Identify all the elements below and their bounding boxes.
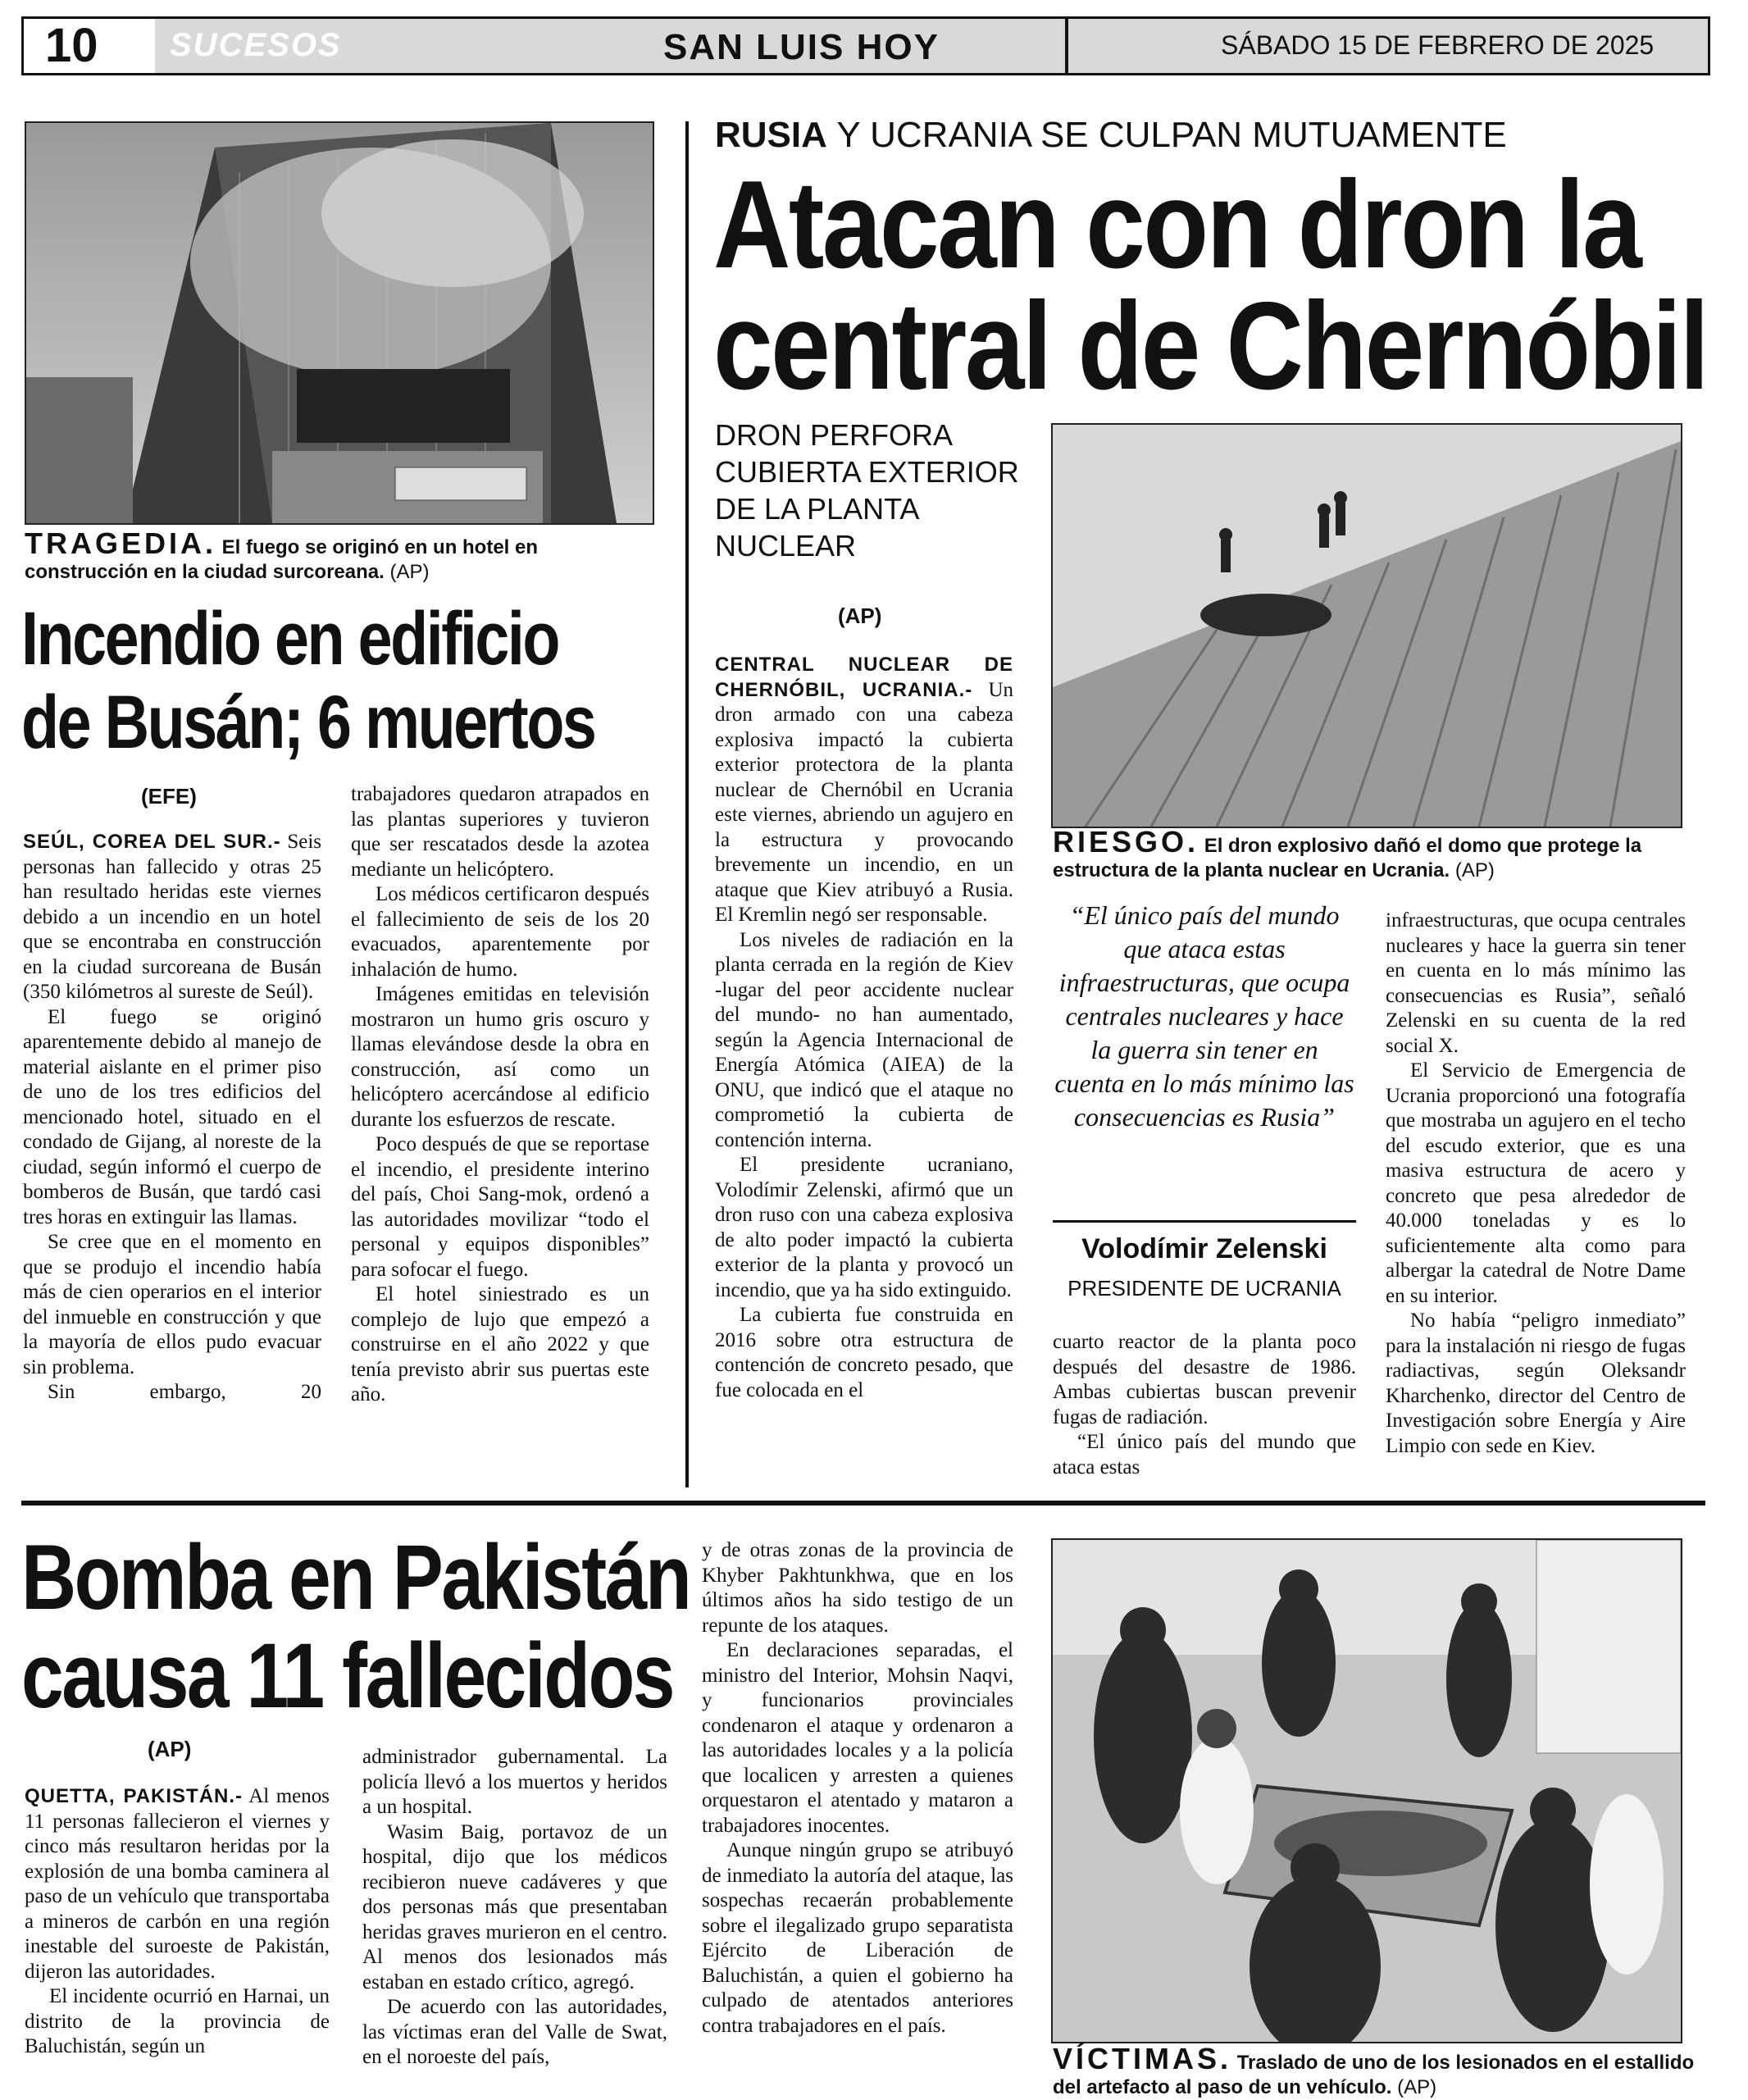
paragraph: No había “peligro inmediato” para la instalación ni riesgo de fugas radiactivas, según Oleksandr Kharchenko, director del Centro de Investigación sobre Energía y Aire Limpio con sede en Kiev.: [1386, 1310, 1686, 1457]
caption-source: (AP): [1397, 2076, 1437, 2098]
paragraph: Poco después de que se reportase el incendio, el presidente interino del país, Choi Sang-mok, ordenó a las autoridades movilizar “todo el personal y equipos disponibles” para sofocar el fuego.: [351, 1133, 649, 1281]
paragraph: Imágenes emitidas en televisión mostraron un humo gris oscuro y llamas elevándose desde la obra en construcción, así como un helicóptero acercándose al edificio durante los esfuerzos de rescate.: [351, 983, 649, 1131]
paragraph: CENTRAL NUCLEAR DE CHERNÓBIL, UCRANIA.- Un dron armado con una cabeza explosiva impactó la cubierta exterior protectora de la planta nuclear de Chernóbil en Ucrania este viernes, abriendo un agujero en la estructura y provocando brevemente un incendio, en un ataque que Kiev atribuyó a Rusia. El Kremlin negó ser responsable.: [715, 654, 1013, 926]
paragraph: QUETTA, PAKISTÁN.- Al menos 11 personas fallecieron el viernes y cinco más resultaron heridas por la explosión de una bomba caminera al paso de un vehículo que transportaba a mineros de carbón en una región inestable del suroeste de Pakistán, dijeron las autoridades.: [25, 1785, 330, 1983]
chernobil-column-1: [715, 653, 1013, 1403]
caption-text: El dron explosivo dañó el domo que protege la estructura de la planta nuclear en Ucrania.: [1053, 835, 1642, 881]
paragraph: cuarto reactor de la planta poco después del desastre de 1986. Ambas cubiertas buscan prevenir fugas de radiación.: [1053, 1331, 1356, 1428]
dateline: SEÚL, COREA DEL SUR.-: [23, 831, 281, 853]
kicker-rest: Y UCRANIA SE CULPAN MUTUAMENTE: [836, 115, 1507, 155]
paragraph: Aunque ningún grupo se atribuyó de inmediato la autoría del ataque, las sospechas recaerán probablemente sobre el ilegalizado grupo separatista Ejército de Liberación de Baluchistán, a quien el gobierno ha culpado de atentados anteriores contra trabajadores en el país.: [702, 1839, 1013, 2037]
pakistan-column-3: [702, 1538, 1013, 2039]
paragraph: infraestructuras, que ocupa centrales nucleares y hace la guerra sin tener en cuenta en lo más mínimo las consecuencias es Rusia”, señaló Zelenski en su cuenta de la red social X.: [1386, 909, 1686, 1057]
caption-source: (AP): [1454, 859, 1495, 881]
quote-attribution-name: Volodímir Zelenski: [1081, 1233, 1327, 1264]
headline-line: Bomba en Pakistán: [21, 1526, 690, 1629]
headline-line: de Busán; 6 muertos: [21, 681, 595, 764]
paragraph: trabajadores quedaron atrapados en las plantas superiores y tuvieron que ser rescatados desde la azotea mediante un helicóptero.: [351, 783, 649, 881]
page-header: [21, 16, 1710, 75]
quote-attribution-title: PRESIDENTE DE UCRANIA: [1067, 1276, 1341, 1301]
paragraph: Los niveles de radiación en la planta cerrada en la región de Kiev -lugar del peor accidente nuclear del mundo- no han aumentado, según la Agencia Internacional de Energía Atómica (AIEA) de la ONU, que indicó que el ataque no comprometió la cubierta de contención interna.: [715, 928, 1013, 1151]
kicker-bold: RUSIA: [715, 115, 827, 155]
chernobil-kicker: [715, 115, 1507, 156]
quote-rule: [1053, 1220, 1356, 1223]
chernobil-dome-photo: [1051, 423, 1682, 828]
paragraph: El incidente ocurrió en Harnai, un distrito de la provincia de Baluchistán, según un: [25, 1985, 330, 2057]
busan-headline: [21, 597, 594, 764]
pakistan-column-2: [362, 1745, 667, 2070]
newspaper-name: SAN LUIS HOY: [663, 27, 940, 67]
chernobil-photo-caption: [1053, 825, 1700, 883]
paragraph: Se cree que en el momento en que se produjo el incendio había más de cien operarios en el interior del inmueble en construcción y que la mayoría de ellos pudo evacuar sin problema.: [23, 1231, 321, 1378]
paragraph: El presidente ucraniano, Volodímir Zelenski, afirmó que un dron ruso con una cabeza explosiva de alto poder impactó la cubierta exterior de la planta y provocó un incendio, que ya ha sido extinguido.: [715, 1154, 1013, 1301]
paragraph: La cubierta fue construida en 2016 sobre otra estructura de contención de concreto pesado, que fue colocada en el: [715, 1304, 1013, 1401]
caption-source: (AP): [389, 561, 430, 583]
caption-text: Traslado de uno de los lesionados en el estallido del artefacto al paso de un vehículo.: [1053, 2052, 1695, 2098]
paragraph: Los médicos certificaron después el fallecimiento de seis de los 20 evacuados, aparentemente por inhalación de humo.: [351, 883, 649, 981]
caption-kicker: RIESGO.: [1053, 825, 1199, 859]
paragraph: En declaraciones separadas, el ministro del Interior, Mohsin Naqvi, y funcionarios provinciales condenaron el ataque y ordenaron a las autoridades locales y a la policía que localicen y arresten a quienes orquestaron el atentado y mataron a trabajadores inocentes.: [702, 1639, 1013, 1837]
pakistan-photo-caption: [1053, 2042, 1700, 2100]
header-divider: [1065, 19, 1068, 73]
headline-line: causa 11 fallecidos: [21, 1624, 674, 1727]
dateline: CENTRAL NUCLEAR DE CHERNÓBIL, UCRANIA.-: [715, 654, 1013, 701]
paragraph: Wasim Baig, portavoz de un hospital, dijo que los médicos recibieron nueve cadáveres y que dos personas más que presentaban heridas graves murieron en el centro. Al menos dos lesionados más estaban en estado crítico, agregó.: [362, 1820, 667, 1993]
pull-quote: “El único país del mundo que ataca estas infraestructuras, que ocupa centrales nucleares y hace la guerra sin tener en cuenta en lo más mínimo las consecuencias es Rusia”: [1054, 900, 1354, 1132]
column-rule: [685, 121, 689, 1487]
busan-column-2: [351, 782, 649, 1408]
paragraph: administrador gubernamental. La policía llevó a los muertos y heridos a un hospital.: [362, 1746, 667, 1818]
chernobil-headline: [713, 155, 1708, 416]
chernobil-subhead: DRON PERFORA CUBIERTA EXTERIOR DE LA PLANTA NUCLEAR: [715, 418, 1019, 563]
paragraph: “El único país del mundo que ataca estas: [1053, 1431, 1356, 1478]
chernobil-column-3: [1386, 909, 1686, 1459]
headline-line: central de Chernóbil: [713, 276, 1708, 416]
page-number: 10: [24, 19, 155, 73]
paragraph: De acuerdo con las autoridades, las víctimas eran del Valle de Swat, en el noroeste del país,: [362, 1996, 667, 2068]
headline-line: Incendio en edificio: [21, 597, 559, 681]
caption-kicker: TRAGEDIA.: [25, 526, 216, 560]
paragraph: El hotel siniestrado es un complejo de lujo que empezó a construirse en el año 2022 y que tenía previsto abrir sus puertas este año.: [351, 1283, 649, 1405]
headline-line: Atacan con dron la: [713, 155, 1641, 294]
paragraph: y de otras zonas de la provincia de Khyber Pakhtunkhwa, que en los últimos años ha sido testigo de un repunte de los ataques.: [702, 1539, 1013, 1637]
chernobil-agency: (AP): [838, 604, 882, 628]
paragraph: El Servicio de Emergencia de Ucrania proporcionó una fotografía que mostraba un agujero en el techo del escudo exterior, que es una masiva estructura de acero y concreto que pesa alrededor de 40.000 toneladas y es lo suficientemente alta como para albergar la catedral de Notre Dame en su interior.: [1386, 1059, 1686, 1307]
paragraph: Sin embargo, 20: [48, 1381, 321, 1403]
paragraph: SEÚL, COREA DEL SUR.- Seis personas han fallecido y otras 25 han resultado heridas este viernes debido a un incendio en un hotel que se encontraba en construcción en la ciudad surcoreana de Busán (350 kilómetros al sureste de Seúl).: [23, 831, 322, 1003]
busan-agency: (EFE): [141, 784, 197, 809]
section-rule: [21, 1501, 1705, 1506]
caption-kicker: VÍCTIMAS.: [1053, 2042, 1232, 2075]
pakistan-victims-photo: [1051, 1538, 1682, 2043]
busan-photo-caption: [25, 526, 656, 585]
pakistan-column-1: [25, 1784, 330, 2060]
section-name: SUCESOS: [170, 27, 342, 63]
pakistan-headline: [21, 1528, 690, 1725]
issue-date: SÁBADO 15 DE FEBRERO DE 2025: [1221, 30, 1655, 60]
dateline: QUETTA, PAKISTÁN.-: [25, 1785, 244, 1807]
paragraph: El fuego se originó aparentemente debido al manejo de material aislante en el primer piso de uno de los tres edificios del mencionado hotel, situado en el condado de Gijang, al noreste de la ciudad, según informó el cuerpo de bomberos de Busán, que tardó casi tres horas en extinguir las llamas.: [23, 1005, 321, 1228]
chernobil-column-2: [1053, 1330, 1356, 1480]
pakistan-agency: (AP): [148, 1737, 192, 1761]
busan-fire-photo: [25, 121, 654, 525]
busan-column-1: [23, 830, 321, 1405]
caption-text: El fuego se originó en un hotel en construcción en la ciudad surcoreana.: [25, 536, 539, 583]
